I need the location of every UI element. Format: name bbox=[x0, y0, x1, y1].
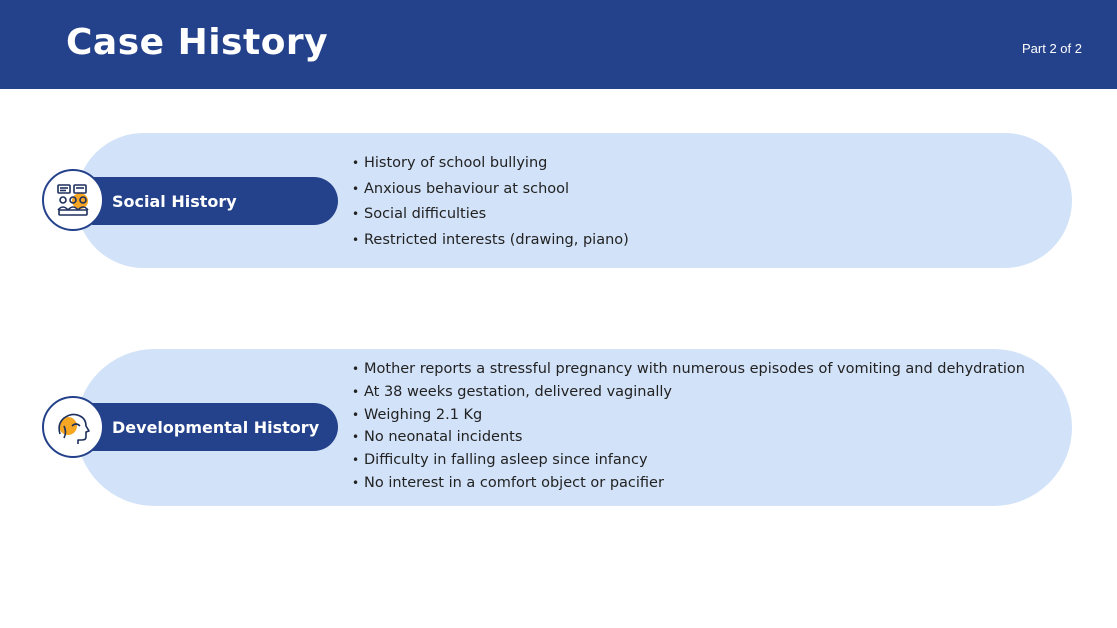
list-item: • At 38 weeks gestation, delivered vaginally bbox=[352, 381, 1025, 404]
social-history-label: Social History bbox=[92, 177, 338, 225]
header-bar bbox=[0, 0, 1117, 89]
list-item: • Mother reports a stressful pregnancy with numerous episodes of vomiting and dehydration bbox=[352, 358, 1025, 381]
developmental-history-label: Developmental History bbox=[92, 403, 338, 451]
social-history-list bbox=[352, 151, 629, 253]
developmental-history-list bbox=[352, 358, 1025, 495]
list-item: • Restricted interests (drawing, piano) bbox=[352, 228, 629, 254]
list-item: • Weighing 2.1 Kg bbox=[352, 404, 1025, 427]
list-item: • Difficulty in falling asleep since infancy bbox=[352, 449, 1025, 472]
list-item: • Social difficulties bbox=[352, 202, 629, 228]
group-chat-icon bbox=[50, 177, 96, 223]
developmental-history-icon-badge bbox=[42, 396, 104, 458]
list-item: • History of school bullying bbox=[352, 151, 629, 177]
page-title: Case History bbox=[66, 22, 329, 63]
list-item: • Anxious behaviour at school bbox=[352, 177, 629, 203]
social-history-icon-badge bbox=[42, 169, 104, 231]
part-indicator: Part 2 of 2 bbox=[1022, 41, 1082, 56]
head-profile-icon bbox=[50, 404, 96, 450]
list-item: • No interest in a comfort object or pacifier bbox=[352, 472, 1025, 495]
list-item: • No neonatal incidents bbox=[352, 426, 1025, 449]
